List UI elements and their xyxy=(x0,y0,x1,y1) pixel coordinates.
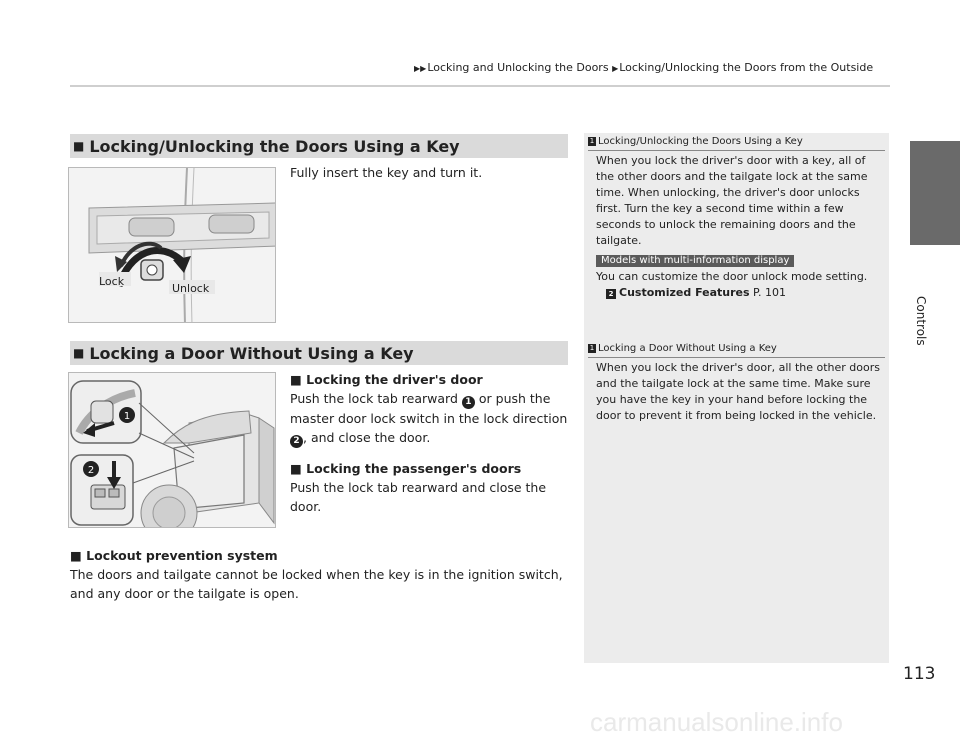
lock-label: Lock xyxy=(99,275,125,288)
driver-door-instructions: ■ Locking the driver's door Push the lock tab rearward 1 or push the master door lock switch in the lock direction 2 , and close the door. xyxy=(290,370,570,448)
breadcrumb-arrow-icon: ▶ xyxy=(612,64,619,73)
section-heading-nokey xyxy=(70,341,568,365)
chapter-tab-label: Controls xyxy=(914,296,928,346)
model-badge: Models with multi-information display xyxy=(596,255,794,267)
watermark: carmanualsonline.info xyxy=(590,707,843,737)
note-marker-icon: 1 xyxy=(589,344,595,352)
section-title: Locking/Unlocking the Doors Using a Key xyxy=(89,136,460,156)
page-number: 113 xyxy=(903,664,936,684)
note-rule xyxy=(588,357,885,358)
passenger-door-heading: ■ Locking the passenger's doors xyxy=(290,461,522,476)
door-illustration xyxy=(68,372,276,528)
open-door-image xyxy=(69,373,276,528)
cross-reference-icon: 2 xyxy=(606,289,616,299)
unlock-label: Unlock xyxy=(172,282,210,295)
section-marker-icon: ■ xyxy=(73,346,85,360)
svg-text:1: 1 xyxy=(123,411,131,422)
breadcrumb-current: Locking/Unlocking the Doors from the Outside xyxy=(619,61,874,74)
svg-text:2: 2 xyxy=(87,465,95,476)
driver-door-heading: ■ Locking the driver's door xyxy=(290,372,483,387)
key-illustration xyxy=(68,167,276,323)
chapter-tab[interactable] xyxy=(912,296,932,346)
cross-reference[interactable]: 2 Customized Features P. 101 xyxy=(596,285,882,301)
section-title: Locking a Door Without Using a Key xyxy=(89,343,414,363)
section-heading-key xyxy=(70,134,568,158)
note-body-key: When you lock the driver's door with a key, all of the other doors and the tailgate lock at the same time. When unlocking, the driver's door unlocks first. Turn the key a second time within a few seconds to unlock the remaining doors and the tailgate. Models with multi-information display You can customize the door unlock mode setting. 2 Customized Features P. 101 xyxy=(596,153,882,301)
note-rule xyxy=(588,150,885,151)
step-2-icon: 2 xyxy=(290,435,303,448)
section-marker-icon: ■ xyxy=(73,139,85,153)
door-key-image xyxy=(69,168,276,323)
passenger-door-instructions: ■ Locking the passenger's doors Push the lock tab rearward and close the door. xyxy=(290,459,580,516)
breadcrumb-arrow-icon: ▶▶ xyxy=(414,64,427,73)
note-heading-nokey: 1 Locking a Door Without Using a Key xyxy=(589,343,777,354)
note-body-nokey: When you lock the driver's door, all the other doors and the tailgate lock at the same time. Make sure you have the key in your hand before locking the door to prevent it from being locked in the vehicle. xyxy=(596,361,881,422)
note-heading-key: 1 Locking/Unlocking the Doors Using a Key xyxy=(589,136,803,147)
lockout-prevention xyxy=(70,546,570,603)
chapter-tab-marker xyxy=(910,141,960,245)
lockout-heading: ■ Lockout prevention system xyxy=(70,548,278,563)
lockout-text: The doors and tailgate cannot be locked when the key is in the ignition switch, and any door or the tailgate is open. xyxy=(70,567,563,601)
key-instruction: Fully insert the key and turn it. xyxy=(290,165,483,180)
breadcrumb xyxy=(414,61,873,74)
breadcrumb-parent[interactable]: Locking and Unlocking the Doors xyxy=(427,61,609,74)
header-rule xyxy=(70,85,890,87)
note-marker-icon: 1 xyxy=(589,137,595,145)
step-1-icon: 1 xyxy=(462,396,475,409)
